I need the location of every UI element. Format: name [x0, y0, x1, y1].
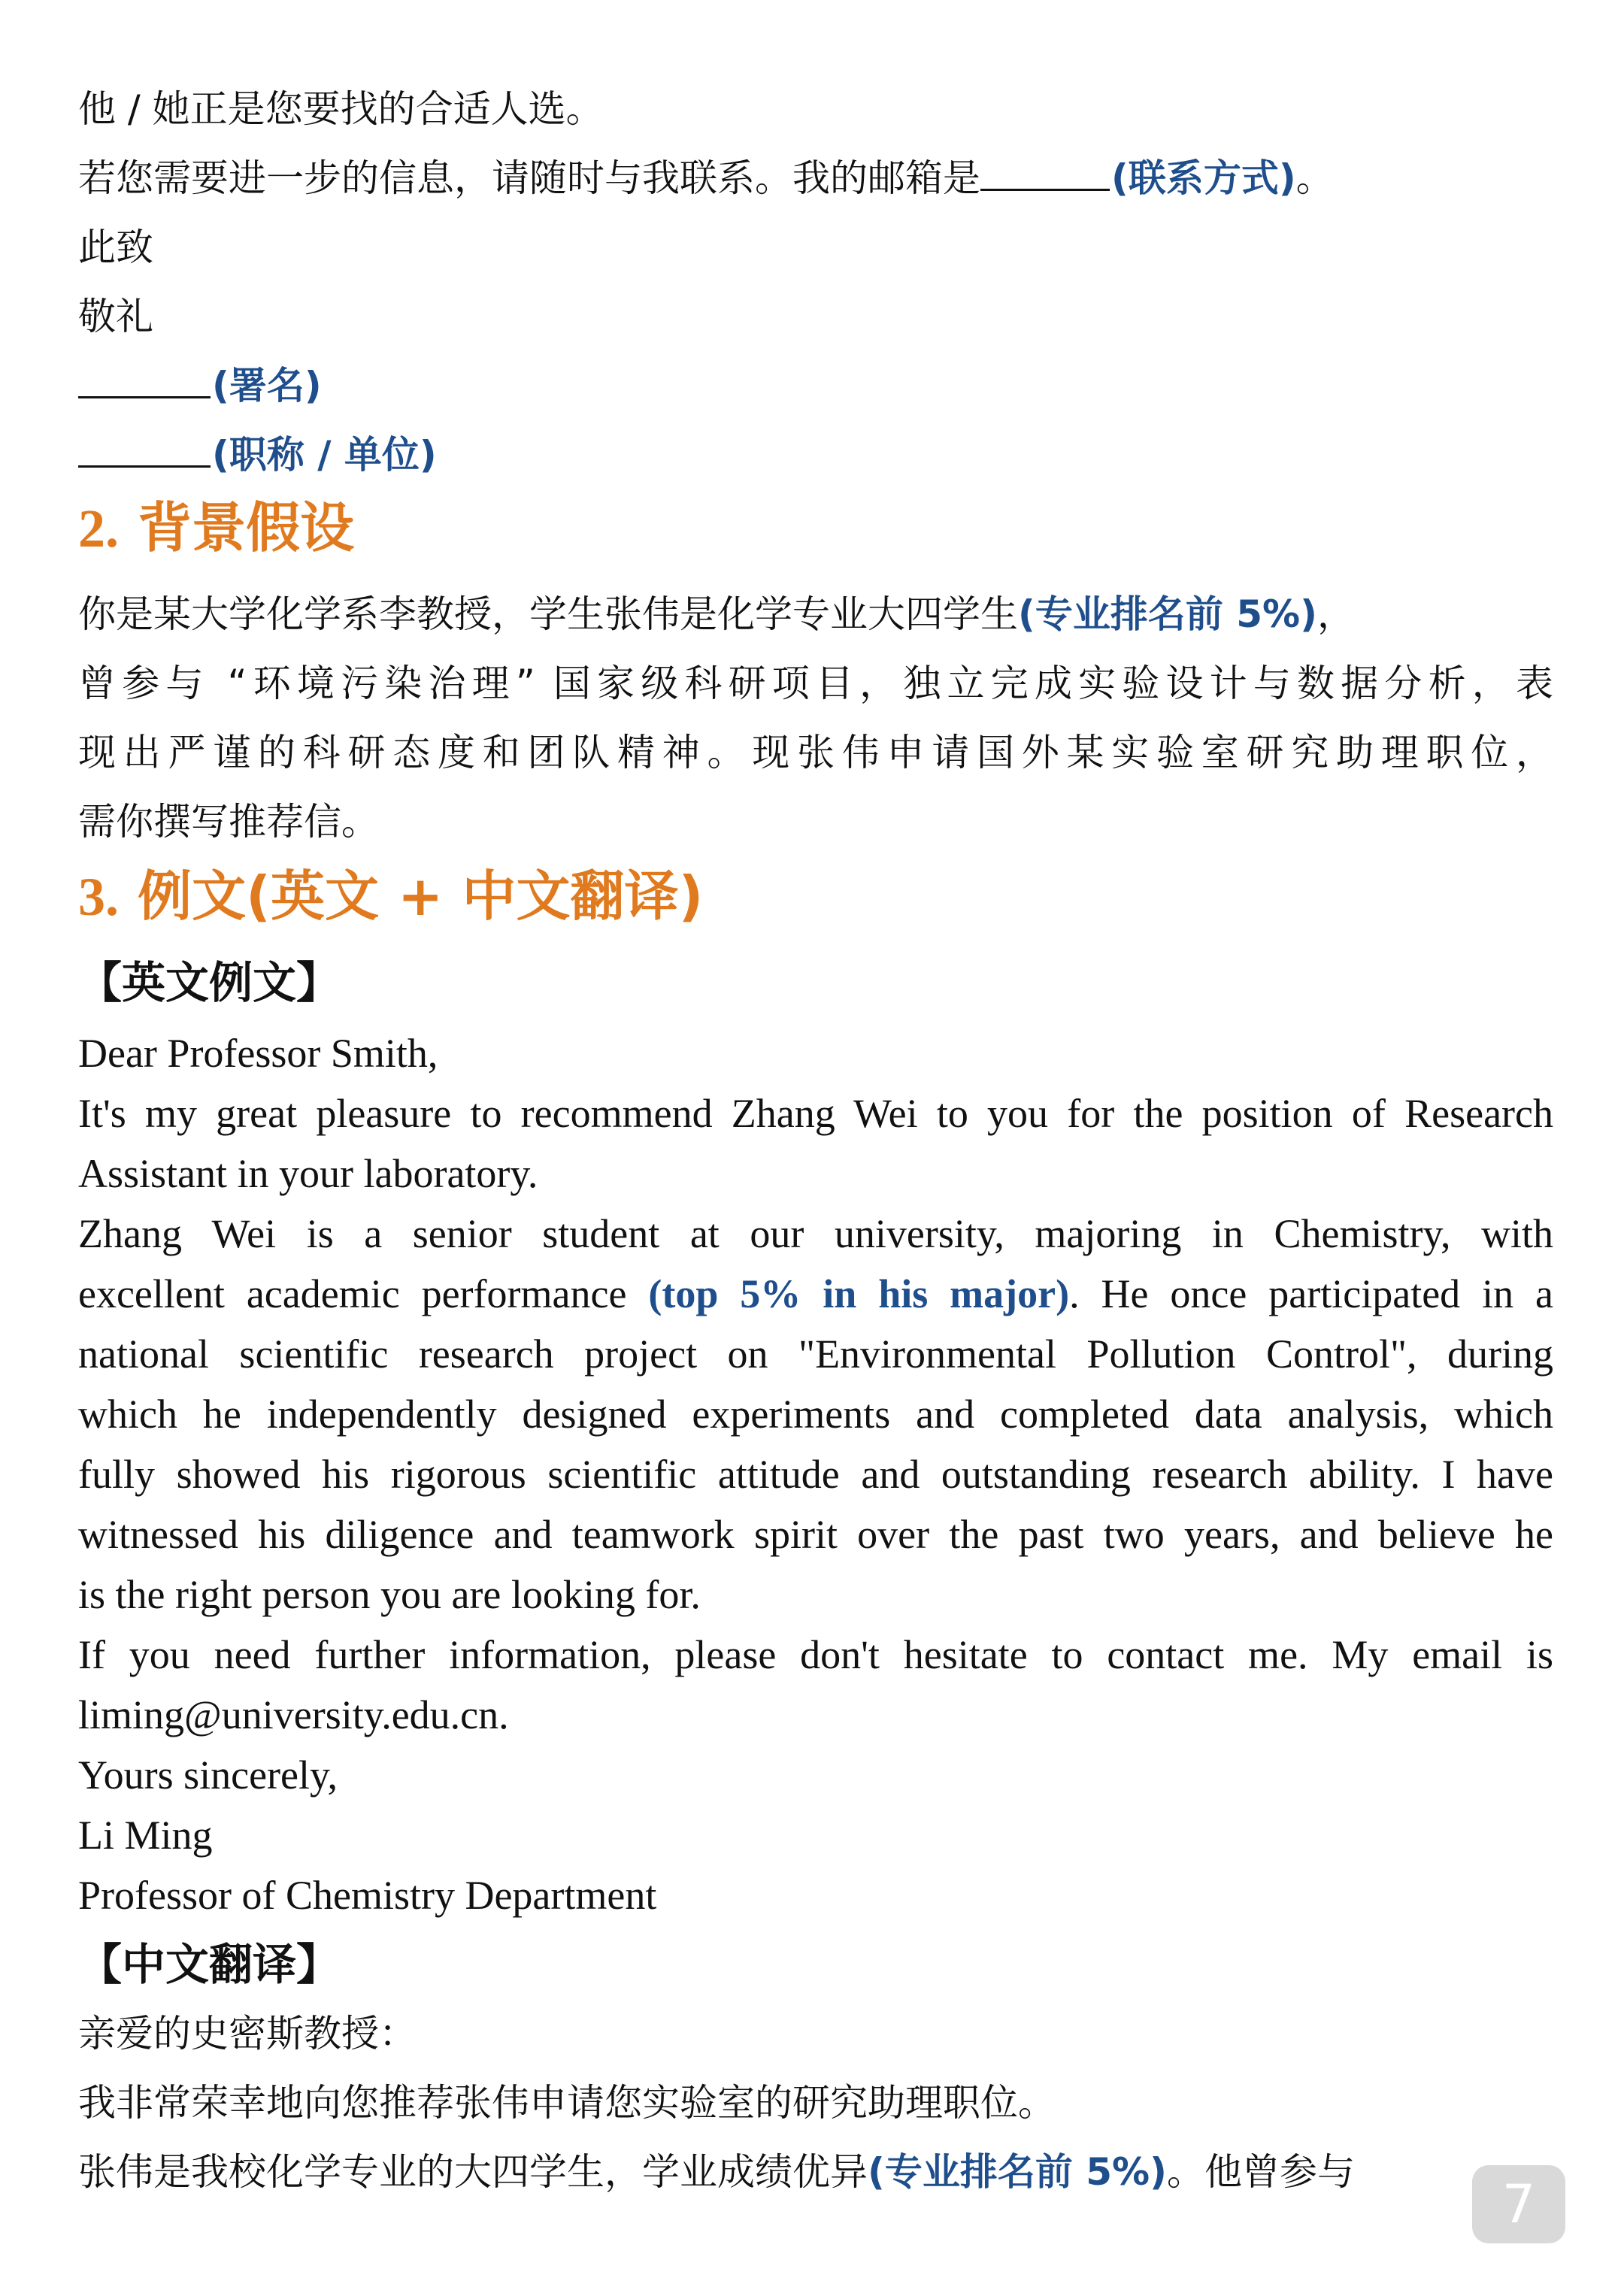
title-hint: (职称 / 单位) — [212, 433, 437, 477]
rank-highlight-en: (top 5% in his major) — [648, 1271, 1070, 1316]
english-signature-position: Professor of Chemistry Department — [78, 1873, 657, 1918]
chinese-greeting: 亲爱的史密斯教授： — [78, 2012, 417, 2055]
email-line: liming@university.edu.cn. — [78, 1692, 509, 1737]
chinese-translation-label: 【中文翻译】 — [78, 1939, 341, 1990]
contact-blank — [980, 189, 1110, 191]
page-number-badge: 7 — [1472, 2165, 1565, 2243]
english-greeting: Dear Professor Smith, — [78, 1031, 438, 1076]
rank-highlight: (专业排名前 5%) — [1018, 592, 1317, 636]
signature-line — [78, 362, 322, 409]
rank-highlight-zh: (专业排名前 5%) — [868, 2150, 1167, 2194]
chinese-line: 张伟是我校化学专业的大四学生，学业成绩优异(专业排名前 5%)。他曾参与 — [78, 2150, 1355, 2194]
english-line: Zhang Wei is a senior student at our university, majoring in Chemistry, with — [78, 1211, 1553, 1256]
english-signature-name: Li Ming — [78, 1813, 213, 1858]
english-sample-label: 【英文例文】 — [78, 957, 341, 1008]
contact-line: 若您需要进一步的信息，请随时与我联系。我的邮箱是 (联系方式)。 — [78, 156, 1334, 200]
english-line: excellent academic performance (top 5% in his major). He once participated in a — [78, 1271, 1553, 1316]
contact-hint: (联系方式) — [1111, 156, 1296, 200]
english-line: If you need further information, please don't hesitate to contact me. My email is — [78, 1632, 1553, 1677]
letter-line: 他 / 她正是您要找的合适人选。 — [78, 87, 604, 131]
section-2-heading: 2. 背景假设 — [78, 496, 355, 559]
english-line: fully showed his rigorous scientific attitude and outstanding research ability. I have — [78, 1452, 1553, 1497]
title-blank — [78, 465, 211, 468]
paragraph-line: 你是某大学化学系李教授，学生张伟是化学专业大四学生(专业排名前 5%)， — [78, 592, 1355, 636]
closing-line-2: 敬礼 — [78, 295, 153, 338]
chinese-line: 我非常荣幸地向您推荐张伟申请您实验室的研究助理职位。 — [78, 2081, 1056, 2125]
closing-line-1: 此致 — [78, 226, 153, 269]
title-line — [78, 432, 437, 478]
english-line: is the right person you are looking for. — [78, 1572, 701, 1617]
section-3-heading: 3. 例文(英文 + 中文翻译) — [78, 865, 704, 928]
english-line: which he independently designed experiments and completed data analysis, which — [78, 1392, 1553, 1437]
paragraph-line: 曾参与 “环境污染治理” 国家级科研项目，独立完成实验设计与数据分析，表 — [78, 662, 1553, 705]
paragraph-line: 现出严谨的科研态度和团队精神。现张伟申请国外某实验室研究助理职位， — [78, 731, 1553, 774]
signature-hint: (署名) — [212, 364, 322, 407]
english-line: Assistant in your laboratory. — [78, 1151, 538, 1196]
english-line: It's my great pleasure to recommend Zhang Wei to you for the position of Research — [78, 1091, 1553, 1136]
english-closing: Yours sincerely, — [78, 1752, 338, 1798]
english-line: witnessed his diligence and teamwork spirit over the past two years, and believe he — [78, 1512, 1553, 1557]
paragraph-line: 需你撰写推荐信。 — [78, 800, 379, 844]
signature-blank — [78, 396, 211, 398]
english-line: national scientific research project on "Environmental Pollution Control", during — [78, 1331, 1553, 1377]
